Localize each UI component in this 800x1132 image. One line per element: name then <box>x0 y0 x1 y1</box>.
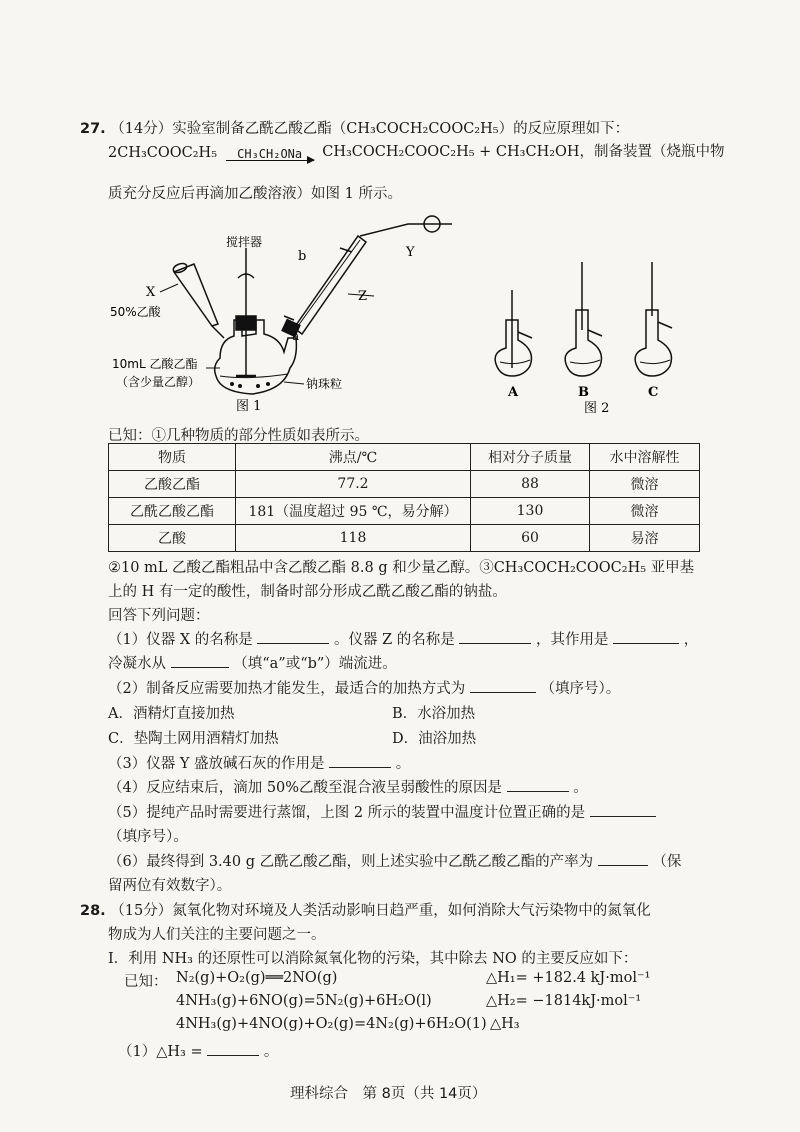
flask-a-label: A <box>508 385 519 400</box>
table-cell: 88 <box>471 471 590 498</box>
label-z: Z <box>358 289 368 304</box>
flask-c-label: C <box>648 385 659 400</box>
figure-1-caption: 图 1 <box>236 399 262 414</box>
answer-blank-yield[interactable] <box>598 851 648 867</box>
label-ester: 10mL 乙酸乙酯 <box>112 357 198 371</box>
option-c: C．垫陶土网用酒精灯加热 <box>108 731 279 747</box>
table-row <box>109 471 700 498</box>
table-cell: 乙酸乙酯 <box>109 471 236 498</box>
q28-number: 28. <box>80 903 106 919</box>
option-a: A．酒精灯直接加热 <box>108 706 235 722</box>
part-1-text-e: 冷凝水从 <box>108 656 166 672</box>
table-cell: 77.2 <box>236 471 471 498</box>
q28-sub1-text-b: 。 <box>263 1044 279 1060</box>
label-y: Y <box>406 245 415 260</box>
part-6-cont: 留两位有效数字）。 <box>108 878 232 894</box>
part-6-text-a: （6）最终得到 3.40 g 乙酰乙酸乙酯，则上述实验中乙酰乙酸乙酯的产率为 <box>108 854 594 870</box>
answer-blank-z-purpose[interactable] <box>613 629 679 645</box>
figure-2-caption: 图 2 <box>584 401 610 416</box>
table-cell: 181（温度超过 95 ℃，易分解） <box>236 498 471 525</box>
label-sodium: 钠珠粒 <box>306 377 343 391</box>
page-footer: 理科综合 第 8页（共 14页） <box>290 1086 487 1102</box>
label-acid: 50%乙酸 <box>110 305 161 319</box>
properties-table <box>108 443 700 552</box>
answer-prompt: 回答下列问题： <box>108 608 210 624</box>
label-ester-note: （含少量乙醇） <box>116 375 201 389</box>
reaction-arrow <box>226 148 314 161</box>
part-3-text-b: 。 <box>395 756 411 772</box>
figure-2-distillation <box>492 258 712 418</box>
label-x: X <box>146 285 156 300</box>
th-substance: 物质 <box>109 444 236 471</box>
enthalpy-2: △H₂= −1814kJ·mol⁻¹ <box>486 993 642 1009</box>
part-1-text-f: （填“a”或“b”）端流进。 <box>233 656 397 672</box>
part-2-text-a: （2）制备反应需要加热才能发生，最适合的加热方式为 <box>108 681 466 697</box>
eq-condition: CH₃CH₂ONa <box>237 147 303 161</box>
q28-part1: I．利用 NH₃ 的还原性可以消除氮氧化物的污染，其中除去 NO 的主要反应如下： <box>108 951 638 967</box>
q28-sub1-text-a: （1）△H₃ = <box>118 1044 203 1060</box>
q28-sub1 <box>118 1040 278 1061</box>
table-header-row <box>109 444 700 471</box>
answer-blank-soda-lime[interactable] <box>329 753 391 769</box>
part-3 <box>108 752 410 773</box>
known-1: 已知：①几种物质的部分性质如表所示。 <box>108 428 369 444</box>
answer-blank-water-inlet[interactable] <box>171 653 229 669</box>
part-3-text-a: （3）仪器 Y 盛放碱石灰的作用是 <box>108 756 325 772</box>
table-cell: 易溶 <box>590 525 700 552</box>
part-1-text-b: 。仪器 Z 的名称是 <box>333 632 455 648</box>
table-cell: 乙酸 <box>109 525 236 552</box>
q28-line2: 物成为人们关注的主要问题之一。 <box>108 927 326 943</box>
answer-blank-x-name[interactable] <box>257 629 329 645</box>
q27-line3: 质充分反应后再滴加乙酸溶液）如图 1 所示。 <box>108 186 402 202</box>
answer-blank-dh3[interactable] <box>207 1041 259 1057</box>
part-5 <box>108 801 656 822</box>
option-b: B．水浴加热 <box>392 706 476 722</box>
part-4-text-a: （4）反应结束后，滴加 50%乙酸至混合液呈弱酸性的原因是 <box>108 780 503 796</box>
label-b: b <box>298 249 307 264</box>
table-cell: 微溶 <box>590 471 700 498</box>
part-6 <box>108 850 681 871</box>
equation-1: N₂(g)+O₂(g)══2NO(g) <box>176 970 338 986</box>
part-1-text-c: ，其作用是 <box>536 632 609 648</box>
table-cell: 乙酰乙酸乙酯 <box>109 498 236 525</box>
answer-blank-z-name[interactable] <box>459 629 531 645</box>
answer-blank-heating[interactable] <box>470 678 536 694</box>
q27-number: 27. <box>80 121 106 137</box>
table-cell: 130 <box>471 498 590 525</box>
known-2: ②10 mL 乙酸乙酯粗品中含乙酸乙酯 8.8 g 和少量乙醇。③CH₃COCH₂COOC₂H₅ 亚甲基 <box>108 560 695 576</box>
table-cell: 60 <box>471 525 590 552</box>
part-2-text-b: （填序号）。 <box>540 681 621 697</box>
flask-b-label: B <box>578 385 589 400</box>
part-6-text-b: （保 <box>652 854 682 870</box>
q28-intro: （15分）氮氧化物对环境及人类活动影响日趋严重，如何消除大气污染物中的氮氧化 <box>110 903 651 919</box>
q27-intro: （14分）实验室制备乙酰乙酸乙酯（CH₃COCH₂COOC₂H₅）的反应原理如下： <box>110 121 630 137</box>
th-boiling: 沸点/℃ <box>236 444 471 471</box>
eq-left: 2CH₃COOC₂H₅ <box>108 145 218 161</box>
option-d: D．油浴加热 <box>392 731 477 747</box>
enthalpy-3: △H₃ <box>490 1016 520 1032</box>
part-1-text-d: ， <box>683 632 699 648</box>
equation-3: 4NH₃(g)+4NO(g)+O₂(g)=4N₂(g)+6H₂O(1) <box>176 1016 487 1032</box>
part-4-text-b: 。 <box>573 780 588 796</box>
th-solubility: 水中溶解性 <box>590 444 700 471</box>
part-1 <box>108 628 698 649</box>
th-mass: 相对分子质量 <box>471 444 590 471</box>
part-5-text-a: （5）提纯产品时需要进行蒸馏，上图 2 所示的装置中温度计位置正确的是 <box>108 805 586 821</box>
part-4 <box>108 776 588 797</box>
label-stirrer: 搅拌器 <box>226 235 263 249</box>
table-cell: 微溶 <box>590 498 700 525</box>
arrow-icon <box>226 160 314 161</box>
figure-1-apparatus <box>108 208 468 428</box>
q27-equation <box>108 140 725 174</box>
part-1-cont <box>108 652 397 673</box>
answer-blank-thermometer[interactable] <box>590 802 656 818</box>
q27-header <box>80 117 629 138</box>
part-5-cont: （填序号）。 <box>108 829 188 845</box>
table-cell: 118 <box>236 525 471 552</box>
answer-blank-acid-reason[interactable] <box>507 777 569 793</box>
enthalpy-1: △H₁= +182.4 kJ·mol⁻¹ <box>486 970 651 986</box>
q28-header <box>80 899 651 920</box>
label-a: a <box>292 329 300 343</box>
part-1-text-a: （1）仪器 X 的名称是 <box>108 632 253 648</box>
table-row <box>109 498 700 525</box>
eq-right: CH₃COCH₂COOC₂H₅ + CH₃CH₂OH，制备装置（烧瓶中物 <box>322 144 725 160</box>
q28-known-prefix: 已知： <box>124 974 168 990</box>
known-3: 上的 H 有一定的酸性，制备时部分形成乙酰乙酸乙酯的钠盐。 <box>108 584 507 600</box>
table-row <box>109 525 700 552</box>
part-2 <box>108 677 620 698</box>
equation-2: 4NH₃(g)+6NO(g)=5N₂(g)+6H₂O(l) <box>176 993 432 1009</box>
